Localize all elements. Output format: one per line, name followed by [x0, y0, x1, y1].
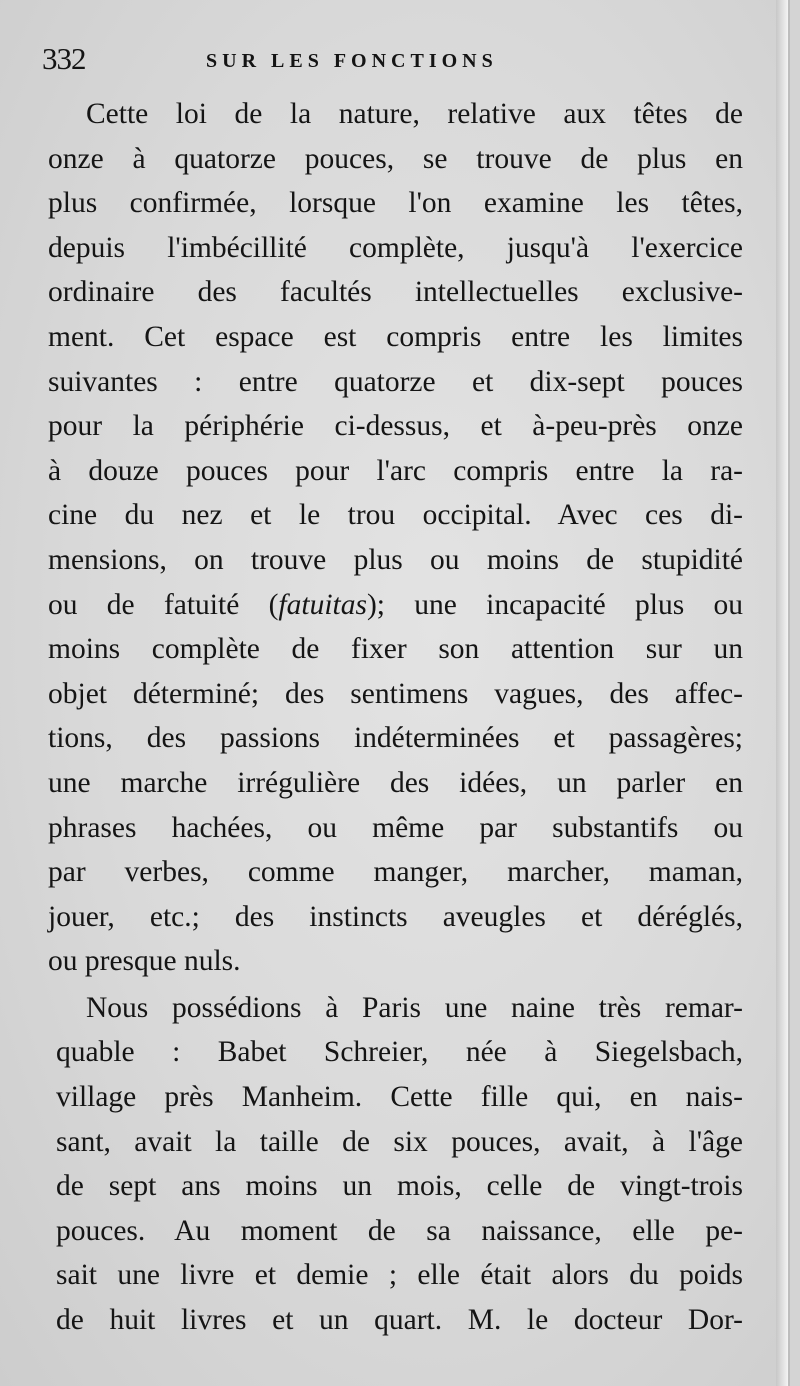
- page-number: 332: [42, 41, 86, 76]
- text-line: jouer, etc.; des instincts aveugles et déréglés,: [48, 900, 743, 933]
- text-line: sait une livre et demie ; elle était alors du poids: [56, 1259, 743, 1292]
- text-line: Nous possédions à Paris une naine très remar-: [86, 991, 743, 1024]
- text-line-with-italic: [48, 583, 743, 628]
- text-line: ordinaire des facultés intellectuelles exclusive-: [48, 276, 743, 309]
- page-header: [42, 40, 602, 84]
- page-edge: [776, 0, 788, 1386]
- text-line: ment. Cet espace est compris entre les limites: [48, 320, 743, 353]
- text-line: une marche irrégulière des idées, un parler en: [48, 766, 743, 799]
- text-line: pouces. Au moment de sa naissance, elle pe-: [56, 1214, 743, 1247]
- text-segment: ); une incapacité plus ou: [366, 588, 743, 621]
- text-line: cine du nez et le trou occipital. Avec ces di-: [48, 499, 743, 532]
- text-line: plus confirmée, lorsque l'on examine les têtes,: [48, 187, 743, 220]
- italic-term: fatuitas: [278, 588, 367, 621]
- text-line: phrases hachées, ou même par substantifs ou: [48, 811, 743, 844]
- text-line: ou presque nuls.: [48, 945, 241, 978]
- text-line: pour la périphérie ci-dessus, et à-peu-près onze: [48, 410, 743, 443]
- text-line: de huit livres et un quart. M. le docteur Dor-: [56, 1304, 743, 1337]
- text-segment: ou de fatuité (: [48, 588, 279, 621]
- body-text: [48, 92, 743, 1343]
- text-line: onze à quatorze pouces, se trouve de plus en: [48, 142, 743, 175]
- text-line: moins complète de fixer son attention sur un: [48, 633, 743, 666]
- text-line: par verbes, comme manger, marcher, maman,: [48, 856, 743, 889]
- text-line: objet déterminé; des sentimens vagues, des affec-: [48, 677, 743, 710]
- running-head: SUR LES FONCTIONS: [206, 50, 498, 72]
- text-line: quable : Babet Schreier, née à Siegelsbach,: [56, 1036, 743, 1069]
- text-line: tions, des passions indéterminées et passagères;: [48, 722, 743, 755]
- text-line: de sept ans moins un mois, celle de vingt-trois: [56, 1170, 743, 1203]
- text-line: depuis l'imbécillité complète, jusqu'à l'exercice: [48, 231, 743, 264]
- text-line: village près Manheim. Cette fille qui, en nais-: [56, 1081, 743, 1114]
- text-line: à douze pouces pour l'arc compris entre la ra-: [48, 454, 743, 487]
- text-line: suivantes : entre quatorze et dix-sept pouces: [48, 365, 743, 398]
- text-line: sant, avait la taille de six pouces, avait, à l'âge: [56, 1125, 743, 1158]
- text-line: Cette loi de la nature, relative aux têtes de: [86, 98, 743, 130]
- text-line: mensions, on trouve plus ou moins de stupidité: [48, 543, 743, 576]
